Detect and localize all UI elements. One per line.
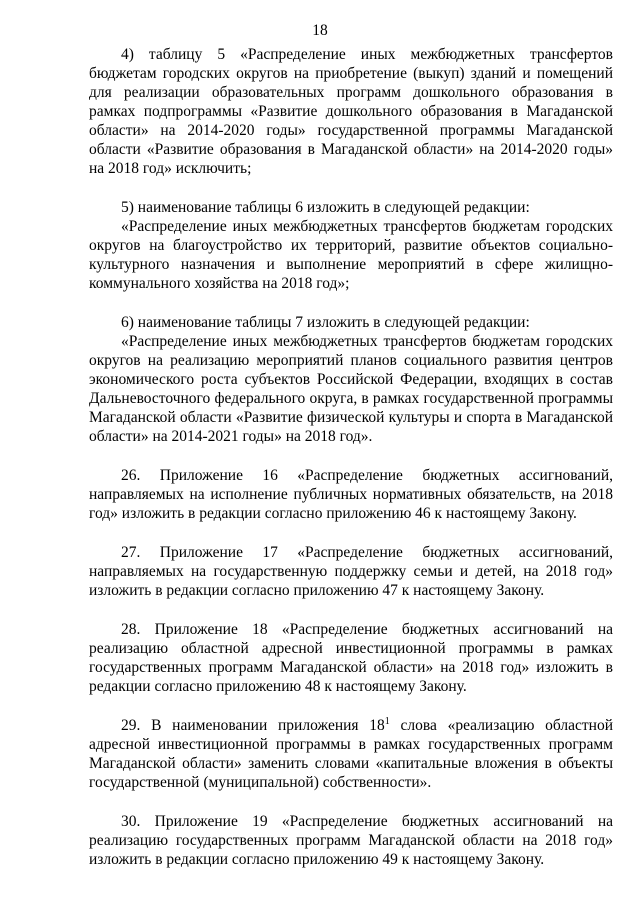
paragraph-item-4-table-5: 4) таблицу 5 «Распределение иных межбюджетных трансфертов бюджетам городских округов на приобретение (выкуп) зданий и помещений для реализации образовательных программ дошкольного образования в рамках подпрограммы «Развитие дошкольного образования в Магаданской области» на 2014-2020 годы» государственной программы Магаданской области «Развитие образования в Магаданской области» на 2014-2020 годы» на 2018 год» исключить; bbox=[89, 46, 613, 177]
paragraph-26-appendix-16: 26. Приложение 16 «Распределение бюджетных ассигнований, направляемых на исполнение публичных нормативных обязательств, на 2018 год» изложить в редакции согласно приложению 46 к настоящему Закону. bbox=[89, 467, 613, 522]
paragraph-item-6-table-7: 6) наименование таблицы 7 изложить в следующей редакции: bbox=[121, 314, 530, 331]
appendix-superscript: 1 bbox=[384, 716, 390, 727]
paragraph-29-text-start: 29. В наименовании приложения 18 bbox=[121, 717, 385, 734]
paragraph-28-appendix-18: 28. Приложение 18 «Распределение бюджетных ассигнований на реализацию областной адресной инвестиционной программы в рамках государственных программ Магаданской области» на 2018 год» изложить в редакции согласно приложению 48 к настоящему Закону. bbox=[89, 621, 613, 695]
paragraph-29-text-end: слова «реализацию областной адресной инвестиционной программы в рамках государственных программ Магаданской области» заменить словами «капитальные вложения в объекты государственной (муниципальной) собственности». bbox=[89, 717, 613, 791]
paragraph-27-appendix-17: 27. Приложение 17 «Распределение бюджетных ассигнований, направляемых на государственную поддержку семьи и детей, на 2018 год» изложить в редакции согласно приложению 47 к настоящему Закону. bbox=[89, 544, 613, 599]
paragraph-table-6-new-title: «Распределение иных межбюджетных трансфертов бюджетам городских округов на благоустройство их территорий, развитие объектов социально-культурного назначения и выполнение мероприятий в сфере жилищно-коммунального хозяйства на 2018 год»; bbox=[89, 218, 613, 292]
paragraph-item-5-table-6: 5) наименование таблицы 6 изложить в следующей редакции: bbox=[121, 199, 530, 216]
paragraph-table-7-new-title: «Распределение иных межбюджетных трансфертов бюджетам городских округов на реализацию мероприятий планов социального развития центров экономического роста субъектов Российской Федерации, входящих в состав Дальневосточного федерального округа, в рамках государственной программы Магаданской области «Развитие физической культуры и спорта в Магаданской области» на 2014-2021 годы» на 2018 год». bbox=[89, 333, 613, 445]
paragraph-29-appendix-18-1 bbox=[89, 716, 613, 792]
paragraph-30-appendix-19: 30. Приложение 19 «Распределение бюджетных ассигнований на реализацию государственных программ Магаданской области на 2018 год» изложить в редакции согласно приложению 49 к настоящему Закону. bbox=[89, 813, 613, 868]
document-body bbox=[89, 45, 613, 869]
page-number: 18 bbox=[312, 22, 328, 39]
